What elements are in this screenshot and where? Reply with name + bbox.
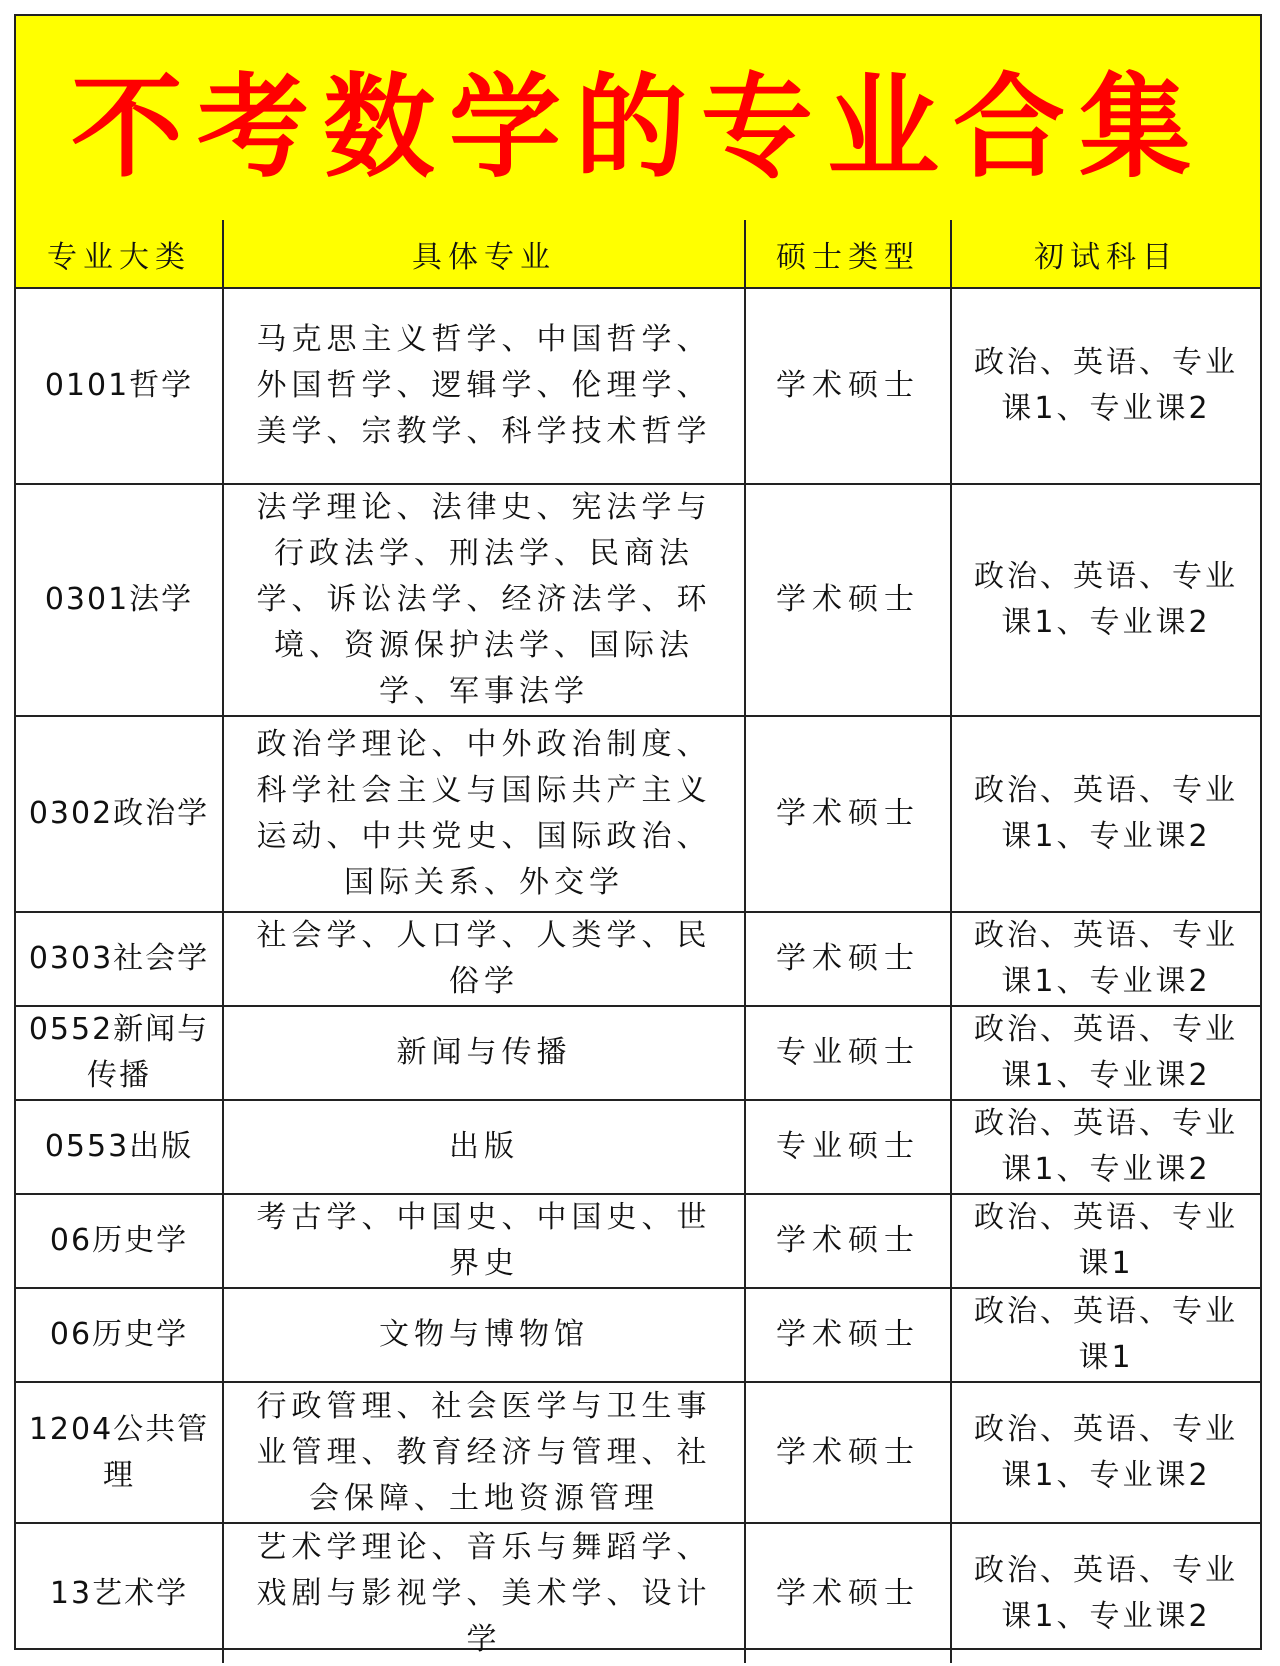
- degree-cell: 学术硕士: [745, 484, 951, 716]
- degree-cell: 学术硕士: [745, 716, 951, 912]
- category-cell: 0101哲学: [16, 288, 223, 484]
- subjects-cell: 政治、英语、专业课1、专业课2: [951, 288, 1260, 484]
- table-row: [16, 288, 1260, 484]
- degree-cell: 学术硕士: [745, 1194, 951, 1288]
- table-row: [16, 1100, 1260, 1194]
- category-cell: 0552新闻与传播: [16, 1006, 223, 1100]
- majors-table: [16, 220, 1260, 1663]
- table-header-row: [16, 220, 1260, 288]
- header-majors: 具体专业: [223, 220, 745, 288]
- document-sheet: [14, 14, 1262, 1657]
- subjects-cell: 政治、英语、专业课1、专业课2: [951, 1100, 1260, 1194]
- majors-cell: 法学理论、法律史、宪法学与行政法学、刑法学、民商法学、诉讼法学、经济法学、环境、资源保护法学、国际法学、军事法学: [223, 484, 745, 716]
- subjects-cell: 政治、英语、专业课1、专业课2: [951, 1382, 1260, 1523]
- degree-cell: 学术硕士: [745, 1288, 951, 1382]
- header-subjects: 初试科目: [951, 220, 1260, 288]
- header-degree: 硕士类型: [745, 220, 951, 288]
- category-cell: 13艺术学: [16, 1523, 223, 1663]
- table-row: [16, 1288, 1260, 1382]
- category-cell: 1204公共管理: [16, 1382, 223, 1523]
- table-row: [16, 1006, 1260, 1100]
- table-row: [16, 484, 1260, 716]
- majors-cell: 行政管理、社会医学与卫生事业管理、教育经济与管理、社会保障、土地资源管理: [223, 1382, 745, 1523]
- subjects-cell: 政治、英语、专业课1: [951, 1288, 1260, 1382]
- category-cell: 0303社会学: [16, 912, 223, 1006]
- category-cell: 06历史学: [16, 1194, 223, 1288]
- majors-cell: 文物与博物馆: [223, 1288, 745, 1382]
- table-row: [16, 1194, 1260, 1288]
- header-category: 专业大类: [16, 220, 223, 288]
- degree-cell: 学术硕士: [745, 288, 951, 484]
- degree-cell: 学术硕士: [745, 912, 951, 1006]
- majors-cell: 马克思主义哲学、中国哲学、外国哲学、逻辑学、伦理学、美学、宗教学、科学技术哲学: [223, 288, 745, 484]
- table-row: [16, 912, 1260, 1006]
- majors-cell: 艺术学理论、音乐与舞蹈学、戏剧与影视学、美术学、设计学: [223, 1523, 745, 1663]
- degree-cell: 学术硕士: [745, 1523, 951, 1663]
- majors-cell: 考古学、中国史、中国史、世界史: [223, 1194, 745, 1288]
- degree-cell: 专业硕士: [745, 1006, 951, 1100]
- degree-cell: 专业硕士: [745, 1100, 951, 1194]
- subjects-cell: 政治、英语、专业课1、专业课2: [951, 716, 1260, 912]
- majors-cell: 政治学理论、中外政治制度、科学社会主义与国际共产主义运动、中共党史、国际政治、国际关系、外交学: [223, 716, 745, 912]
- subjects-cell: 政治、英语、专业课1、专业课2: [951, 484, 1260, 716]
- subjects-cell: 政治、英语、专业课1、专业课2: [951, 1523, 1260, 1663]
- table-row: [16, 1523, 1260, 1663]
- subjects-cell: 政治、英语、专业课1、专业课2: [951, 912, 1260, 1006]
- category-cell: 0302政治学: [16, 716, 223, 912]
- category-cell: 0553出版: [16, 1100, 223, 1194]
- subjects-cell: 政治、英语、专业课1、专业课2: [951, 1006, 1260, 1100]
- category-cell: 0301法学: [16, 484, 223, 716]
- table-row: [16, 716, 1260, 912]
- majors-cell: 出版: [223, 1100, 745, 1194]
- table-row: [16, 1382, 1260, 1523]
- category-cell: 06历史学: [16, 1288, 223, 1382]
- page-title: 不考数学的专业合集: [71, 61, 1205, 193]
- majors-cell: 社会学、人口学、人类学、民俗学: [223, 912, 745, 1006]
- subjects-cell: 政治、英语、专业课1: [951, 1194, 1260, 1288]
- title-banner: [16, 16, 1260, 222]
- degree-cell: 学术硕士: [745, 1382, 951, 1523]
- majors-cell: 新闻与传播: [223, 1006, 745, 1100]
